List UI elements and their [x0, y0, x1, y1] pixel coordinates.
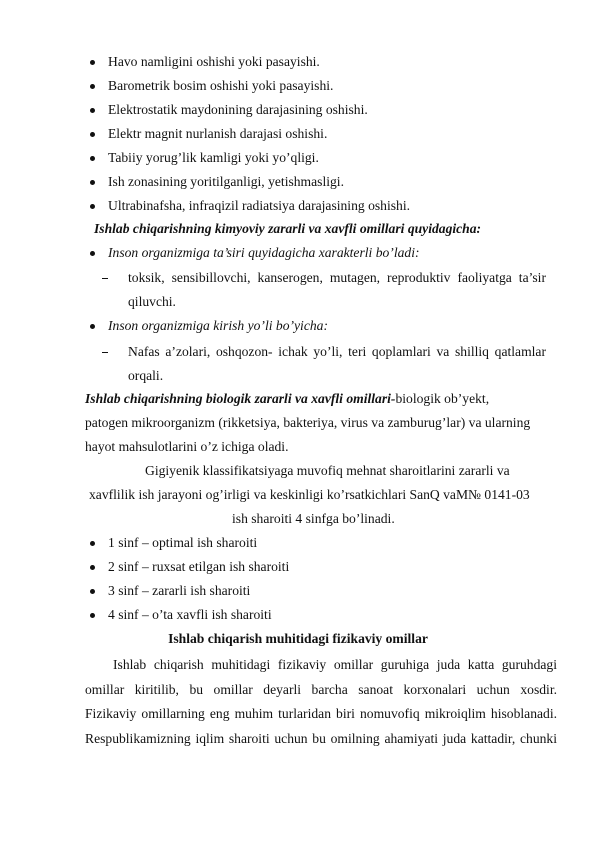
- paragraph-line: Fizikaviy omillarning eng muhim turlaridan biri nomuvofiq mikroiqlim hisoblanadi.: [85, 706, 557, 721]
- classification-line: ish sharoiti 4 sinfga bo’linadi.: [232, 511, 395, 526]
- chemical-sub-line: toksik, sensibillovchi, kanserogen, mutagen, reproduktiv faoliyatga ta’sir: [128, 270, 546, 285]
- physical-list-item: Ultrabinafsha, infraqizil radiatsiya darajasining oshishi.: [108, 198, 410, 213]
- bio-line: hayot mahsulotlarini o’z ichiga oladi.: [85, 439, 289, 454]
- classification-line: Gigiyenik klassifikatsiyaga muvofiq mehnat sharoitlarini zararli va: [145, 463, 510, 478]
- class-item: 2 sinf – ruxsat etilgan ish sharoiti: [108, 559, 290, 574]
- chemical-heading: Ishlab chiqarishning kimyoviy zararli va xavfli omillari quyidagicha:: [94, 221, 482, 236]
- paragraph-line: Respublikamizning iqlim sharoiti uchun bu omilning ahamiyati juda kattadir, chunki: [85, 731, 557, 746]
- paragraph-line: Ishlab chiqarish muhitidagi fizikaviy omillar guruhiga juda katta guruhdagi: [113, 657, 557, 672]
- chemical-sub-line: Nafas a’zolari, oshqozon- ichak yo’li, teri qoplamlari va shilliq qatlamlar: [128, 344, 546, 359]
- physical-list-item: Elektrostatik maydonining darajasining oshishi.: [108, 102, 368, 117]
- paragraph-line: omillar kiritilib, bu omillar deyarli barcha sanoat korxonalari uchun xosdir.: [85, 682, 557, 697]
- bio-line: patogen mikroorganizm (rikketsiya, bakteriya, virus va zamburug’lar) va ularning: [85, 415, 531, 430]
- physical-list-item: Elektr magnit nurlanish darajasi oshishi.: [108, 126, 328, 141]
- physical-list-item: Tabiiy yorug’lik kamligi yoki yo’qligi.: [108, 150, 319, 165]
- class-item: 1 sinf – optimal ish sharoiti: [108, 535, 258, 550]
- bio-heading: Ishlab chiqarishning biologik zararli va xavfli omillari-: [85, 391, 396, 406]
- physical-list-item: Barometrik bosim oshishi yoki pasayishi.: [108, 78, 334, 93]
- chemical-sub-line: qiluvchi.: [128, 294, 176, 309]
- class-item: 4 sinf – o’ta xavfli ish sharoiti: [108, 607, 272, 622]
- dash-marker: [102, 352, 108, 353]
- physical-list-item: Havo namligini oshishi yoki pasayishi.: [108, 54, 320, 69]
- bio-line: [85, 391, 489, 407]
- bio-line-rest: biologik ob’yekt,: [395, 391, 490, 406]
- classification-line: xavflilik ish jarayoni og’irligi va keskinligi ko’rsatkichlari SanQ vaM№ 0141-03: [89, 487, 530, 502]
- chemical-item: Inson organizmiga kirish yo’li bo’yicha:: [108, 318, 328, 333]
- physical-list-item: Ish zonasining yoritilganligi, yetishmasligi.: [108, 174, 344, 189]
- chemical-item: Inson organizmiga ta’siri quyidagicha xarakterli bo’ladi:: [108, 245, 420, 260]
- dash-marker: [102, 278, 108, 279]
- chemical-sub-line: orqali.: [128, 368, 164, 383]
- section-title: Ishlab chiqarish muhitidagi fizikaviy omillar: [168, 631, 428, 646]
- class-item: 3 sinf – zararli ish sharoiti: [108, 583, 251, 598]
